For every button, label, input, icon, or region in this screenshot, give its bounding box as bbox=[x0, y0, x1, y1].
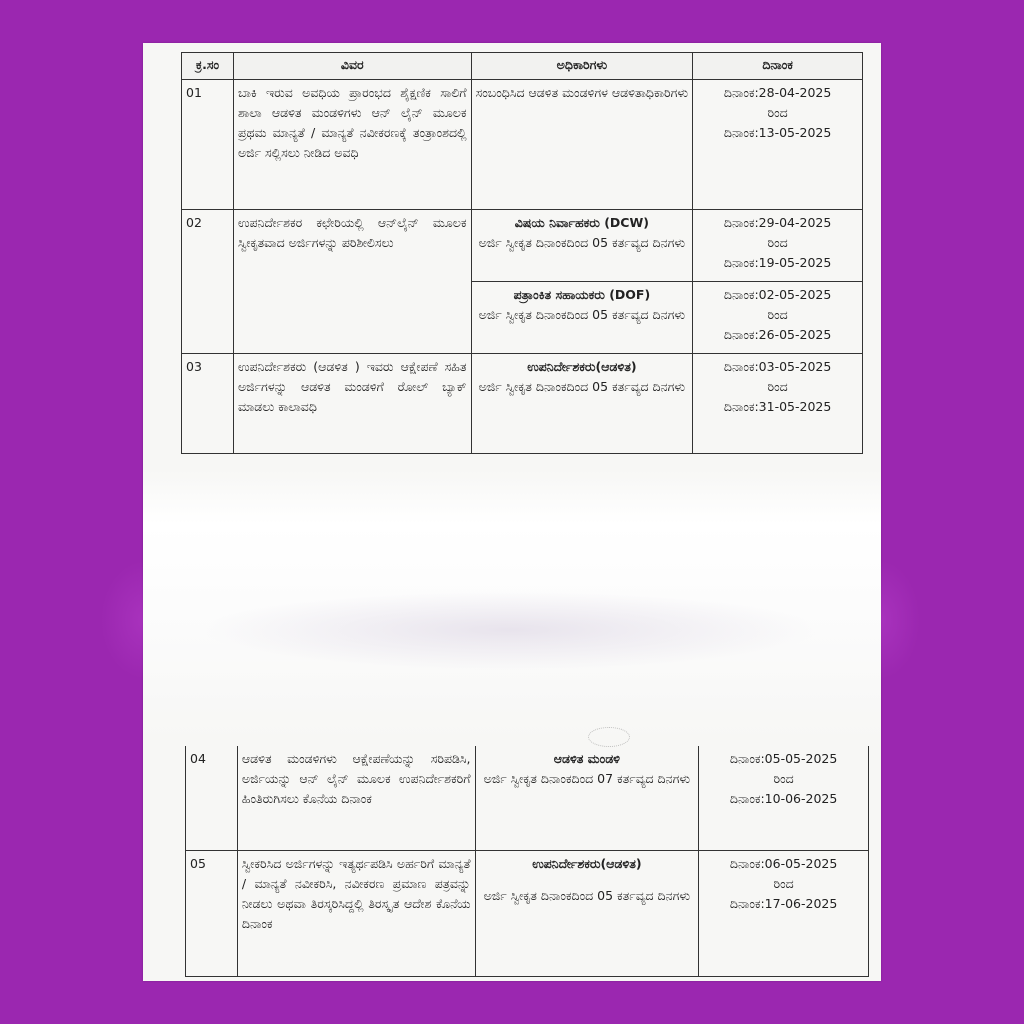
row-officer bbox=[471, 80, 693, 210]
header-officers: ಅಧಿಕಾರಿಗಳು bbox=[471, 53, 693, 80]
date-mid: ರಿಂದ bbox=[767, 379, 788, 394]
date-from: ದಿನಾಂಕ:28-04-2025 bbox=[723, 85, 832, 100]
header-date: ದಿನಾಂಕ bbox=[693, 53, 863, 80]
table-row bbox=[182, 80, 863, 210]
row-date bbox=[693, 354, 863, 454]
header-details: ವಿವರ bbox=[233, 53, 471, 80]
date-to: ದಿನಾಂಕ:19-05-2025 bbox=[723, 255, 832, 270]
date-mid: ರಿಂದ bbox=[767, 307, 788, 322]
schedule-table-bottom bbox=[185, 746, 869, 977]
officer-text: ಅರ್ಜಿ ಸ್ವೀಕೃತ ದಿನಾಂಕದಿಂದ 05 ಕರ್ತವ್ಯದ ದಿನಗಳು bbox=[478, 235, 686, 250]
row-officer bbox=[471, 210, 693, 282]
table-row bbox=[182, 354, 863, 454]
row-date bbox=[699, 746, 869, 850]
date-from: ದಿನಾಂಕ:05-05-2025 bbox=[729, 751, 838, 766]
officer-text: ಅರ್ಜಿ ಸ್ವೀಕೃತ ದಿನಾಂಕದಿಂದ 05 ಕರ್ತವ್ಯದ ದಿನಗಳು bbox=[478, 307, 686, 322]
officer-title: ಉಪನಿರ್ದೇಶಕರು(ಆಡಳಿತ) bbox=[532, 855, 642, 871]
row-date bbox=[693, 80, 863, 210]
row-officer bbox=[471, 354, 693, 454]
row-number: 01 bbox=[182, 80, 234, 210]
date-to: ದಿನಾಂಕ:13-05-2025 bbox=[723, 125, 832, 140]
date-from: ದಿನಾಂಕ:06-05-2025 bbox=[729, 855, 838, 871]
date-to: ದಿನಾಂಕ:17-06-2025 bbox=[729, 895, 838, 911]
row-description: ಬಾಕಿ ಇರುವ ಅವಧಿಯ ಪ್ರಾರಂಭದ ಶೈಕ್ಷಣಿಕ ಸಾಲಿಗೆ ಶಾಲಾ ಆಡಳಿತ ಮಂಡಳಿಗಳು ಆನ್ ಲೈನ್ ಮೂಲಕ ಪ್ರಥಮ ಮಾನ್ಯತೆ / ಮಾನ್ಯತೆ ನವೀಕರಣಕ್ಕೆ ತಂತ್ರಾಂಶದಲ್ಲಿ ಅರ್ಜಿ ಸಲ್ಲಿಸಲು ನೀಡಿದ ಅವಧಿ bbox=[233, 80, 471, 210]
date-to: ದಿನಾಂಕ:10-06-2025 bbox=[729, 791, 838, 806]
row-date bbox=[693, 210, 863, 282]
date-mid: ರಿಂದ bbox=[773, 771, 794, 786]
officer-text: ಸಂಬಂಧಿಸಿದ ಆಡಳಿತ ಮಂಡಳಿಗಳ ಆಡಳಿತಾಧಿಕಾರಿಗಳು bbox=[475, 85, 689, 100]
header-serial: ಕ್ರ.ಸಂ bbox=[182, 53, 234, 80]
row-number: 04 bbox=[186, 746, 238, 850]
date-from: ದಿನಾಂಕ:03-05-2025 bbox=[723, 359, 832, 374]
schedule-table-top bbox=[181, 52, 863, 454]
row-date bbox=[693, 282, 863, 354]
officer-text: ಅರ್ಜಿ ಸ್ವೀಕೃತ ದಿನಾಂಕದಿಂದ 07 ಕರ್ತವ್ಯದ ದಿನಗಳು bbox=[483, 771, 691, 786]
date-to: ದಿನಾಂಕ:26-05-2025 bbox=[723, 327, 832, 342]
date-mid: ರಿಂದ bbox=[773, 875, 794, 891]
row-number: 03 bbox=[182, 354, 234, 454]
table-row bbox=[182, 210, 863, 282]
row-description: ಉಪನಿರ್ದೇಶಕರ ಕಛೇರಿಯಲ್ಲಿ ಆನ್‌ಲೈನ್ ಮೂಲಕ ಸ್ವೀಕೃತವಾದ ಅರ್ಜಿಗಳನ್ನು ಪರಿಶೀಲಿಸಲು bbox=[233, 210, 471, 354]
row-number: 05 bbox=[186, 850, 238, 976]
row-number: 02 bbox=[182, 210, 234, 354]
date-to: ದಿನಾಂಕ:31-05-2025 bbox=[723, 399, 832, 414]
officer-title: ಆಡಳಿತ ಮಂಡಳಿ bbox=[553, 751, 620, 766]
table-row bbox=[186, 746, 869, 850]
row-date bbox=[699, 850, 869, 976]
stamp-mark bbox=[588, 727, 630, 747]
officer-title: ವಿಷಯ ನಿರ್ವಾಹಕರು (DCW) bbox=[514, 215, 649, 230]
table-header-row bbox=[182, 53, 863, 80]
row-officer bbox=[475, 850, 699, 976]
officer-text: ಅರ್ಜಿ ಸ್ವೀಕೃತ ದಿನಾಂಕದಿಂದ 05 ಕರ್ತವ್ಯದ ದಿನಗಳು bbox=[478, 379, 686, 394]
row-description: ಸ್ವೀಕರಿಸಿದ ಅರ್ಜಿಗಳನ್ನು ಇತ್ಯರ್ಥಪಡಿಸಿ ಅರ್ಹರಿಗೆ ಮಾನ್ಯತೆ / ಮಾನ್ಯತೆ ನವೀಕರಿಸಿ, ನವೀಕರಣ ಪ್ರಮಾಣ ಪತ್ರವನ್ನು ನೀಡಲು ಅಥವಾ ತಿರಸ್ಕರಿಸಿದ್ದಲ್ಲಿ ತಿರಸ್ಕೃತ ಆದೇಶ ಕೊನೆಯ ದಿನಾಂಕ bbox=[237, 850, 475, 976]
row-officer bbox=[471, 282, 693, 354]
officer-title: ಉಪನಿರ್ದೇಶಕರು(ಆಡಳಿತ) bbox=[527, 359, 637, 374]
officer-text: ಅರ್ಜಿ ಸ್ವೀಕೃತ ದಿನಾಂಕದಿಂದ 05 ಕರ್ತವ್ಯದ ದಿನಗಳು bbox=[483, 887, 691, 903]
row-description: ಆಡಳಿತ ಮಂಡಳಿಗಳು ಆಕ್ಷೇಪಣೆಯನ್ನು ಸರಿಪಡಿಸಿ, ಅರ್ಜಿಯನ್ನು ಆನ್ ಲೈನ್ ಮೂಲಕ ಉಪನಿರ್ದೇಶಕರಿಗೆ ಹಿಂತಿರುಗಿಸಲು ಕೊನೆಯ ದಿನಾಂಕ bbox=[237, 746, 475, 850]
row-description: ಉಪನಿರ್ದೇಶಕರು (ಆಡಳಿತ ) ಇವರು ಆಕ್ಷೇಪಣೆ ಸಹಿತ ಅರ್ಜಿಗಳನ್ನು ಆಡಳಿತ ಮಂಡಳಿಗೆ ರೋಲ್ ಬ್ಯಾಕ್ ಮಾಡಲು ಕಾಲಾವಧಿ bbox=[233, 354, 471, 454]
table-row bbox=[186, 850, 869, 976]
officer-title: ಪತ್ರಾಂಕಿತ ಸಹಾಯಕರು (DOF) bbox=[513, 287, 651, 302]
date-mid: ರಿಂದ bbox=[767, 105, 788, 120]
date-mid: ರಿಂದ bbox=[767, 235, 788, 250]
date-from: ದಿನಾಂಕ:02-05-2025 bbox=[723, 287, 832, 302]
row-officer bbox=[475, 746, 699, 850]
date-from: ದಿನಾಂಕ:29-04-2025 bbox=[723, 215, 832, 230]
blur-smudge bbox=[200, 590, 820, 670]
